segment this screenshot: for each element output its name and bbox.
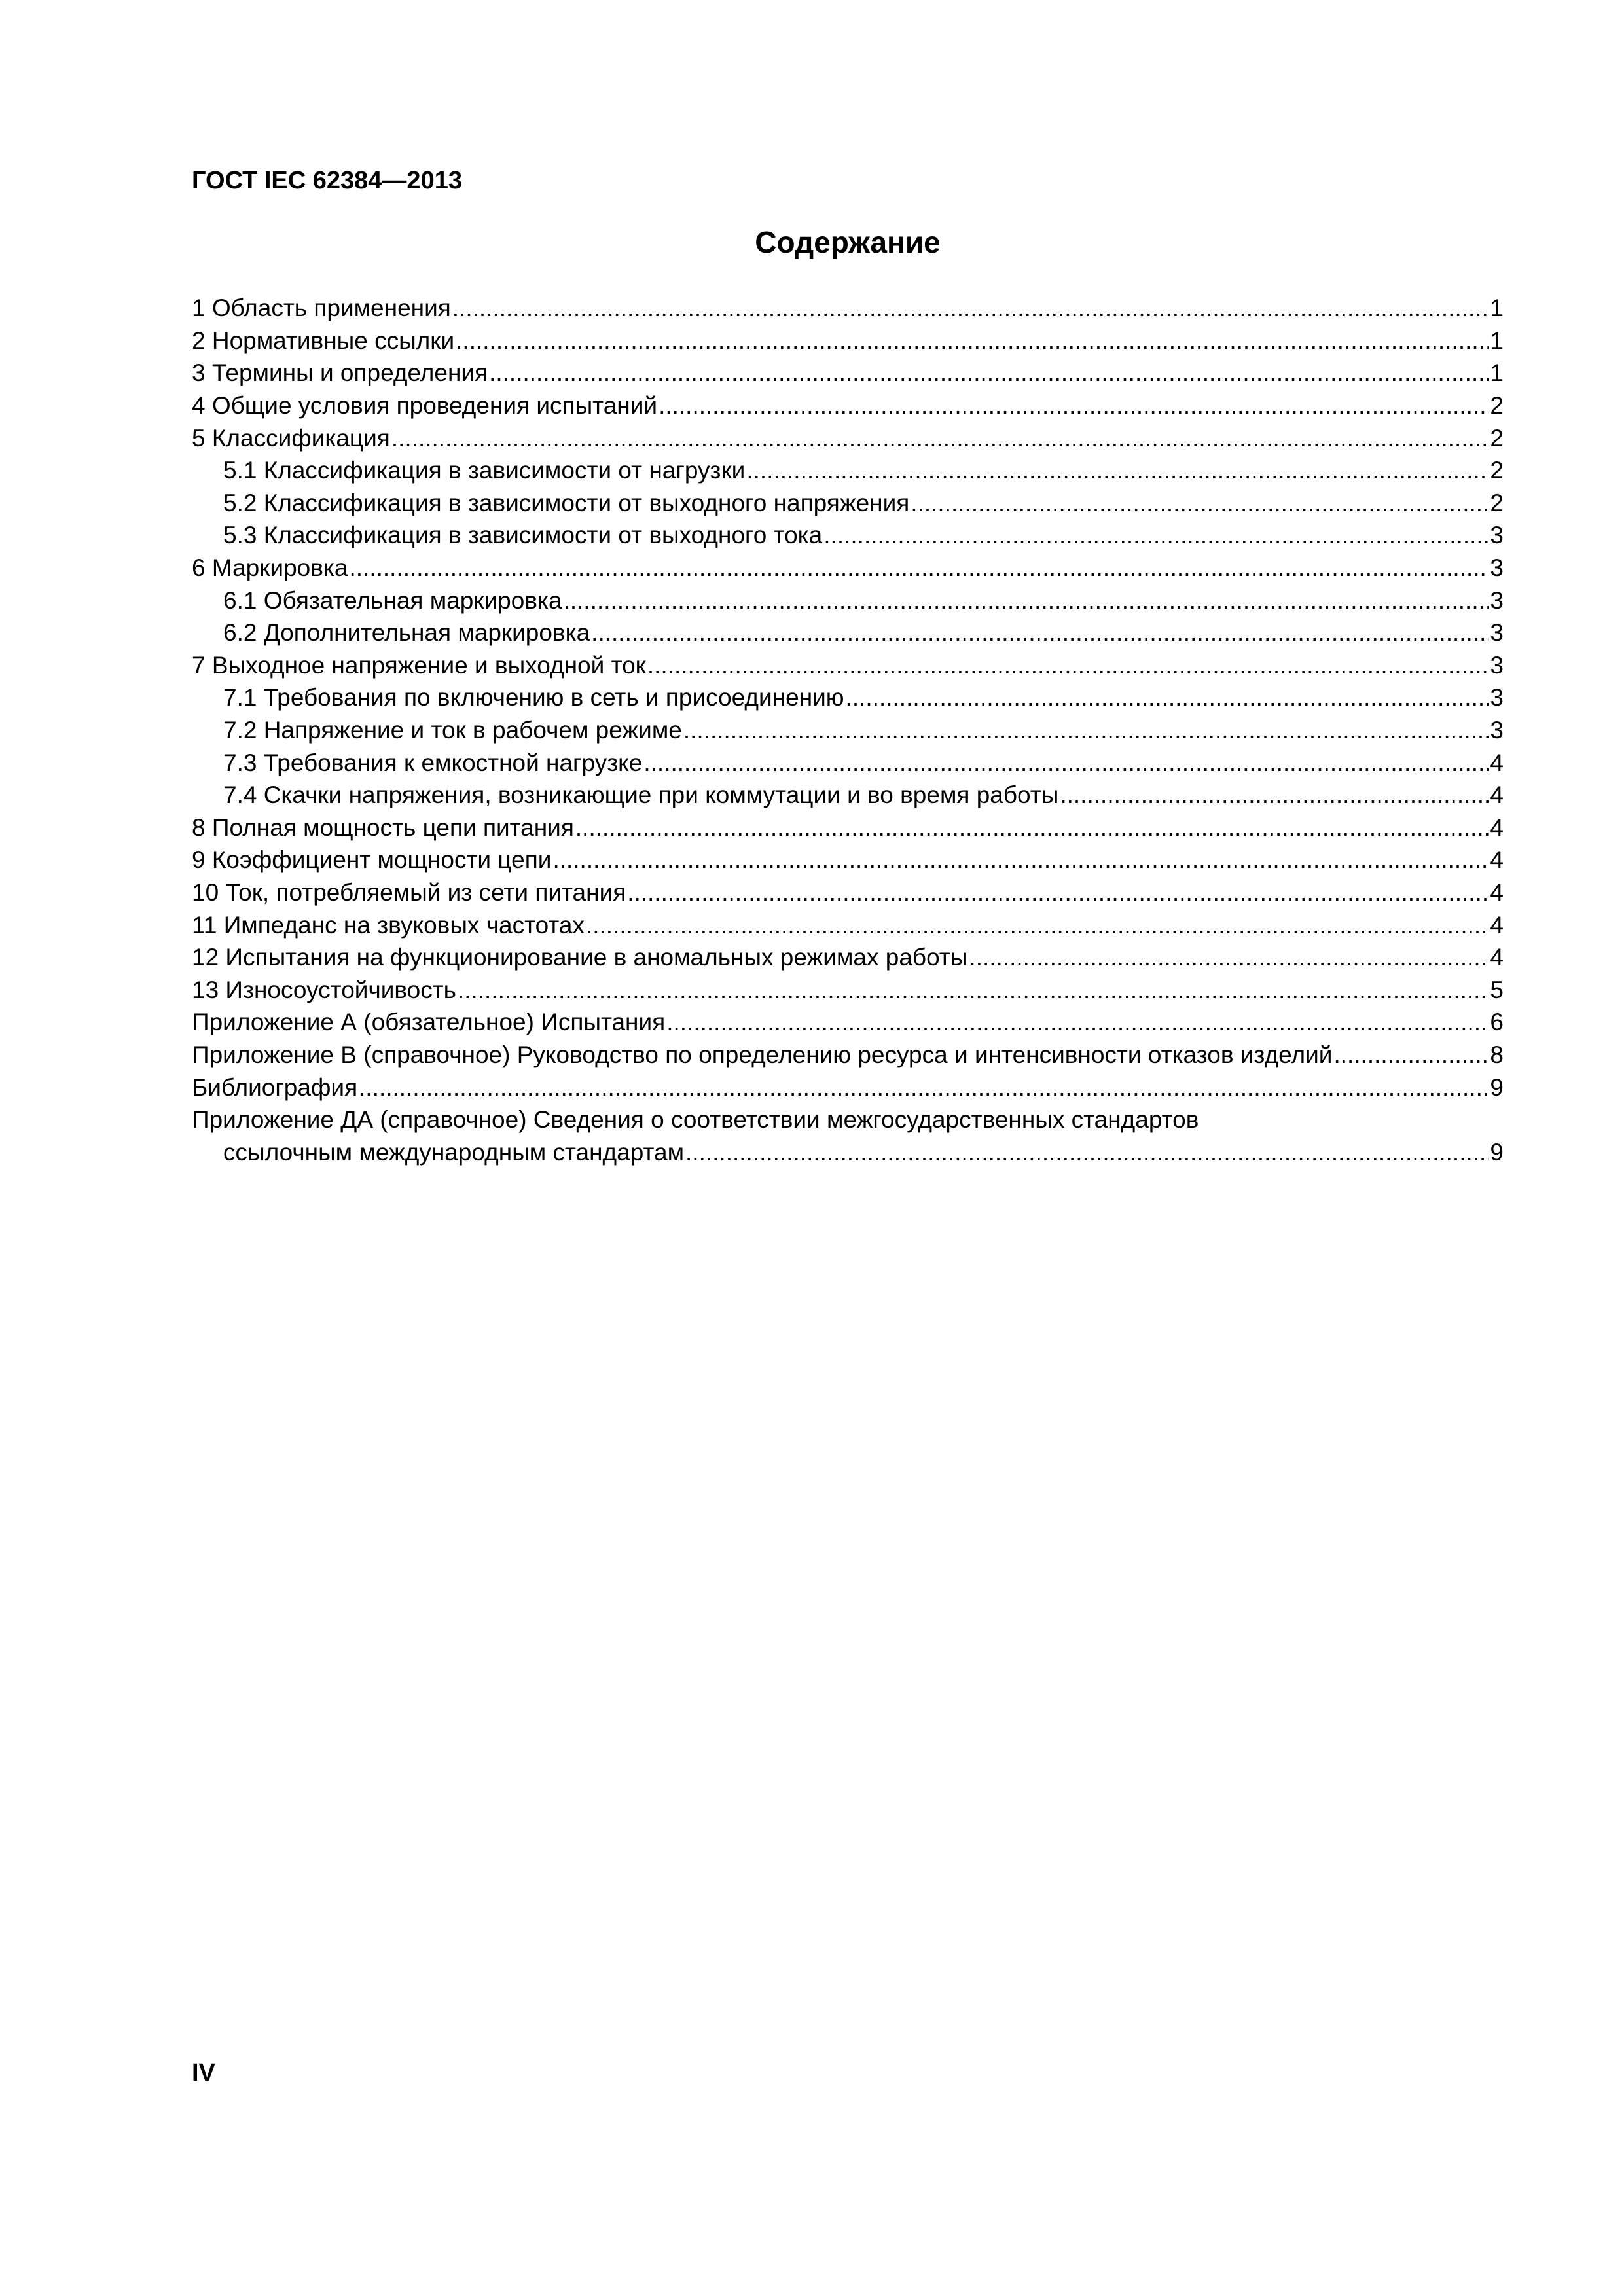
toc-entry-label: 9 Коэффициент мощности цепи <box>192 846 552 874</box>
document-code-header: ГОСТ IEC 62384—2013 <box>192 167 462 194</box>
toc-entry-label: 13 Износоустойчивость <box>192 976 456 1003</box>
toc-entry-label: 6.1 Обязательная маркировка <box>223 586 562 614</box>
toc-subentry[interactable] <box>192 584 1504 617</box>
toc-entry-label: 7.2 Напряжение и ток в рабочем режиме <box>223 717 682 744</box>
toc-entry-page: 4 <box>1490 846 1504 874</box>
toc-dot-leader <box>452 292 1489 324</box>
toc-entry[interactable] <box>192 552 1504 584</box>
toc-subentry[interactable] <box>192 714 1504 747</box>
toc-entry-page: 2 <box>1490 392 1504 420</box>
toc-dot-leader <box>746 454 1489 486</box>
toc-dot-leader <box>456 325 1489 357</box>
toc-entry-label: 3 Термины и определения <box>192 359 488 387</box>
toc-dot-leader <box>666 1006 1489 1038</box>
toc-dot-leader <box>350 552 1489 584</box>
toc-dot-leader <box>359 1071 1489 1103</box>
toc-entry-label: 6 Маркировка <box>192 554 348 582</box>
toc-entry[interactable] <box>192 1071 1504 1103</box>
toc-entry-page: 4 <box>1490 814 1504 841</box>
toc-entry-page: 3 <box>1490 586 1504 614</box>
toc-entry-page: 9 <box>1490 1138 1504 1166</box>
toc-entry-page: 1 <box>1490 327 1504 354</box>
toc-entry-label: Приложение В (справочное) Руководство по определению ресурса и интенсивности отказов изделий <box>192 1041 1333 1068</box>
toc-entry[interactable] <box>192 357 1504 389</box>
toc-dot-leader <box>575 812 1489 844</box>
toc-subentry[interactable] <box>192 779 1504 812</box>
toc-dot-leader <box>552 844 1489 876</box>
toc-entry-page: 3 <box>1490 717 1504 744</box>
toc-entry[interactable] <box>192 941 1504 974</box>
toc-dot-leader <box>969 941 1489 973</box>
page-number: IV <box>192 2059 215 2087</box>
toc-entry-label: ссылочным международным стандартам <box>223 1138 685 1166</box>
toc-entry-label: 7.1 Требования по включению в сеть и присоединению <box>223 684 844 711</box>
toc-entry-page: 4 <box>1490 781 1504 809</box>
toc-title: Содержание <box>755 225 941 259</box>
toc-dot-leader <box>591 617 1489 649</box>
toc-dot-leader <box>564 584 1489 617</box>
toc-dot-leader <box>846 681 1489 713</box>
toc-entry[interactable] <box>192 973 1504 1006</box>
toc-dot-leader <box>1333 1039 1489 1071</box>
toc-entry-page: 3 <box>1490 522 1504 549</box>
toc-entry-label: 5.2 Классификация в зависимости от выходного напряжения <box>223 489 910 516</box>
toc-dot-leader <box>683 714 1489 746</box>
toc-entry[interactable] <box>192 422 1504 454</box>
toc-entry[interactable] <box>192 1103 1504 1136</box>
toc-subentry[interactable] <box>192 746 1504 779</box>
toc-dot-leader <box>391 422 1489 454</box>
toc-dot-leader <box>489 357 1489 389</box>
toc-dot-leader <box>586 909 1489 941</box>
toc-entry[interactable] <box>192 1039 1504 1071</box>
toc-dot-leader <box>643 747 1489 779</box>
toc-entry-label: 5.3 Классификация в зависимости от выходного тока <box>223 522 823 549</box>
toc-entry[interactable] <box>192 812 1504 844</box>
toc-entry-label: 7 Выходное напряжение и выходной ток <box>192 651 646 679</box>
toc-entry-label: 1 Область применения <box>192 295 451 322</box>
toc-entry[interactable] <box>192 876 1504 909</box>
toc-entry-page: 9 <box>1490 1073 1504 1101</box>
toc-dot-leader <box>659 389 1489 422</box>
table-of-contents <box>192 292 1504 1168</box>
toc-entry[interactable] <box>192 389 1504 422</box>
toc-entry-page: 2 <box>1490 424 1504 452</box>
toc-entry-label: 12 Испытания на функционирование в аномальных режимах работы <box>192 944 968 971</box>
toc-entry[interactable] <box>192 1006 1504 1039</box>
toc-entry[interactable] <box>192 844 1504 876</box>
toc-entry-page: 3 <box>1490 619 1504 647</box>
toc-entry-page: 4 <box>1490 878 1504 906</box>
toc-entry-page: 6 <box>1490 1009 1504 1036</box>
toc-subentry[interactable] <box>192 487 1504 520</box>
toc-entry-label: Библиография <box>192 1073 358 1101</box>
toc-entry-label: 7.3 Требования к емкостной нагрузке <box>223 749 643 776</box>
toc-subentry[interactable] <box>192 454 1504 487</box>
toc-entry-page: 1 <box>1490 359 1504 387</box>
toc-entry-page: 5 <box>1490 976 1504 1003</box>
toc-entry-page: 3 <box>1490 651 1504 679</box>
toc-entry-label: 2 Нормативные ссылки <box>192 327 455 354</box>
toc-subentry[interactable] <box>192 681 1504 714</box>
toc-entry-label: 11 Импеданс на звуковых частотах <box>192 911 585 939</box>
toc-entry-page: 4 <box>1490 911 1504 939</box>
toc-entry-page: 2 <box>1490 489 1504 516</box>
toc-entry-page: 3 <box>1490 684 1504 711</box>
toc-entry[interactable] <box>192 292 1504 325</box>
toc-subentry[interactable] <box>192 519 1504 552</box>
toc-dot-leader <box>647 649 1489 681</box>
toc-entry[interactable] <box>192 908 1504 941</box>
toc-entry-page: 4 <box>1490 749 1504 776</box>
toc-dot-leader <box>685 1136 1489 1168</box>
toc-entry-page: 3 <box>1490 554 1504 582</box>
toc-entry[interactable] <box>192 649 1504 682</box>
toc-dot-leader <box>458 974 1489 1006</box>
toc-entry-label: 10 Ток, потребляемый из сети питания <box>192 878 626 906</box>
toc-entry-label: 4 Общие условия проведения испытаний <box>192 392 658 420</box>
toc-entry-label: Приложение А (обязательное) Испытания <box>192 1009 666 1036</box>
toc-dot-leader <box>911 487 1489 519</box>
toc-entry-page: 8 <box>1490 1041 1504 1068</box>
toc-entry-page: 2 <box>1490 457 1504 484</box>
toc-entry-page: 4 <box>1490 944 1504 971</box>
toc-entry-label: 6.2 Дополнительная маркировка <box>223 619 590 647</box>
toc-entry-label: 5.1 Классификация в зависимости от нагрузки <box>223 457 746 484</box>
toc-dot-leader <box>823 519 1489 551</box>
toc-entry-continuation[interactable] <box>192 1136 1504 1168</box>
toc-dot-leader <box>1060 779 1489 811</box>
toc-entry-label: 7.4 Скачки напряжения, возникающие при коммутации и во время работы <box>223 781 1059 809</box>
toc-entry-label: 5 Классификация <box>192 424 390 452</box>
toc-entry-label: Приложение ДА (справочное) Сведения о соответствии межгосударственных стандартов <box>192 1106 1199 1134</box>
toc-entry-page: 1 <box>1490 295 1504 322</box>
toc-subentry[interactable] <box>192 617 1504 649</box>
toc-entry-label: 8 Полная мощность цепи питания <box>192 814 574 841</box>
toc-dot-leader <box>627 876 1489 908</box>
toc-entry[interactable] <box>192 325 1504 357</box>
